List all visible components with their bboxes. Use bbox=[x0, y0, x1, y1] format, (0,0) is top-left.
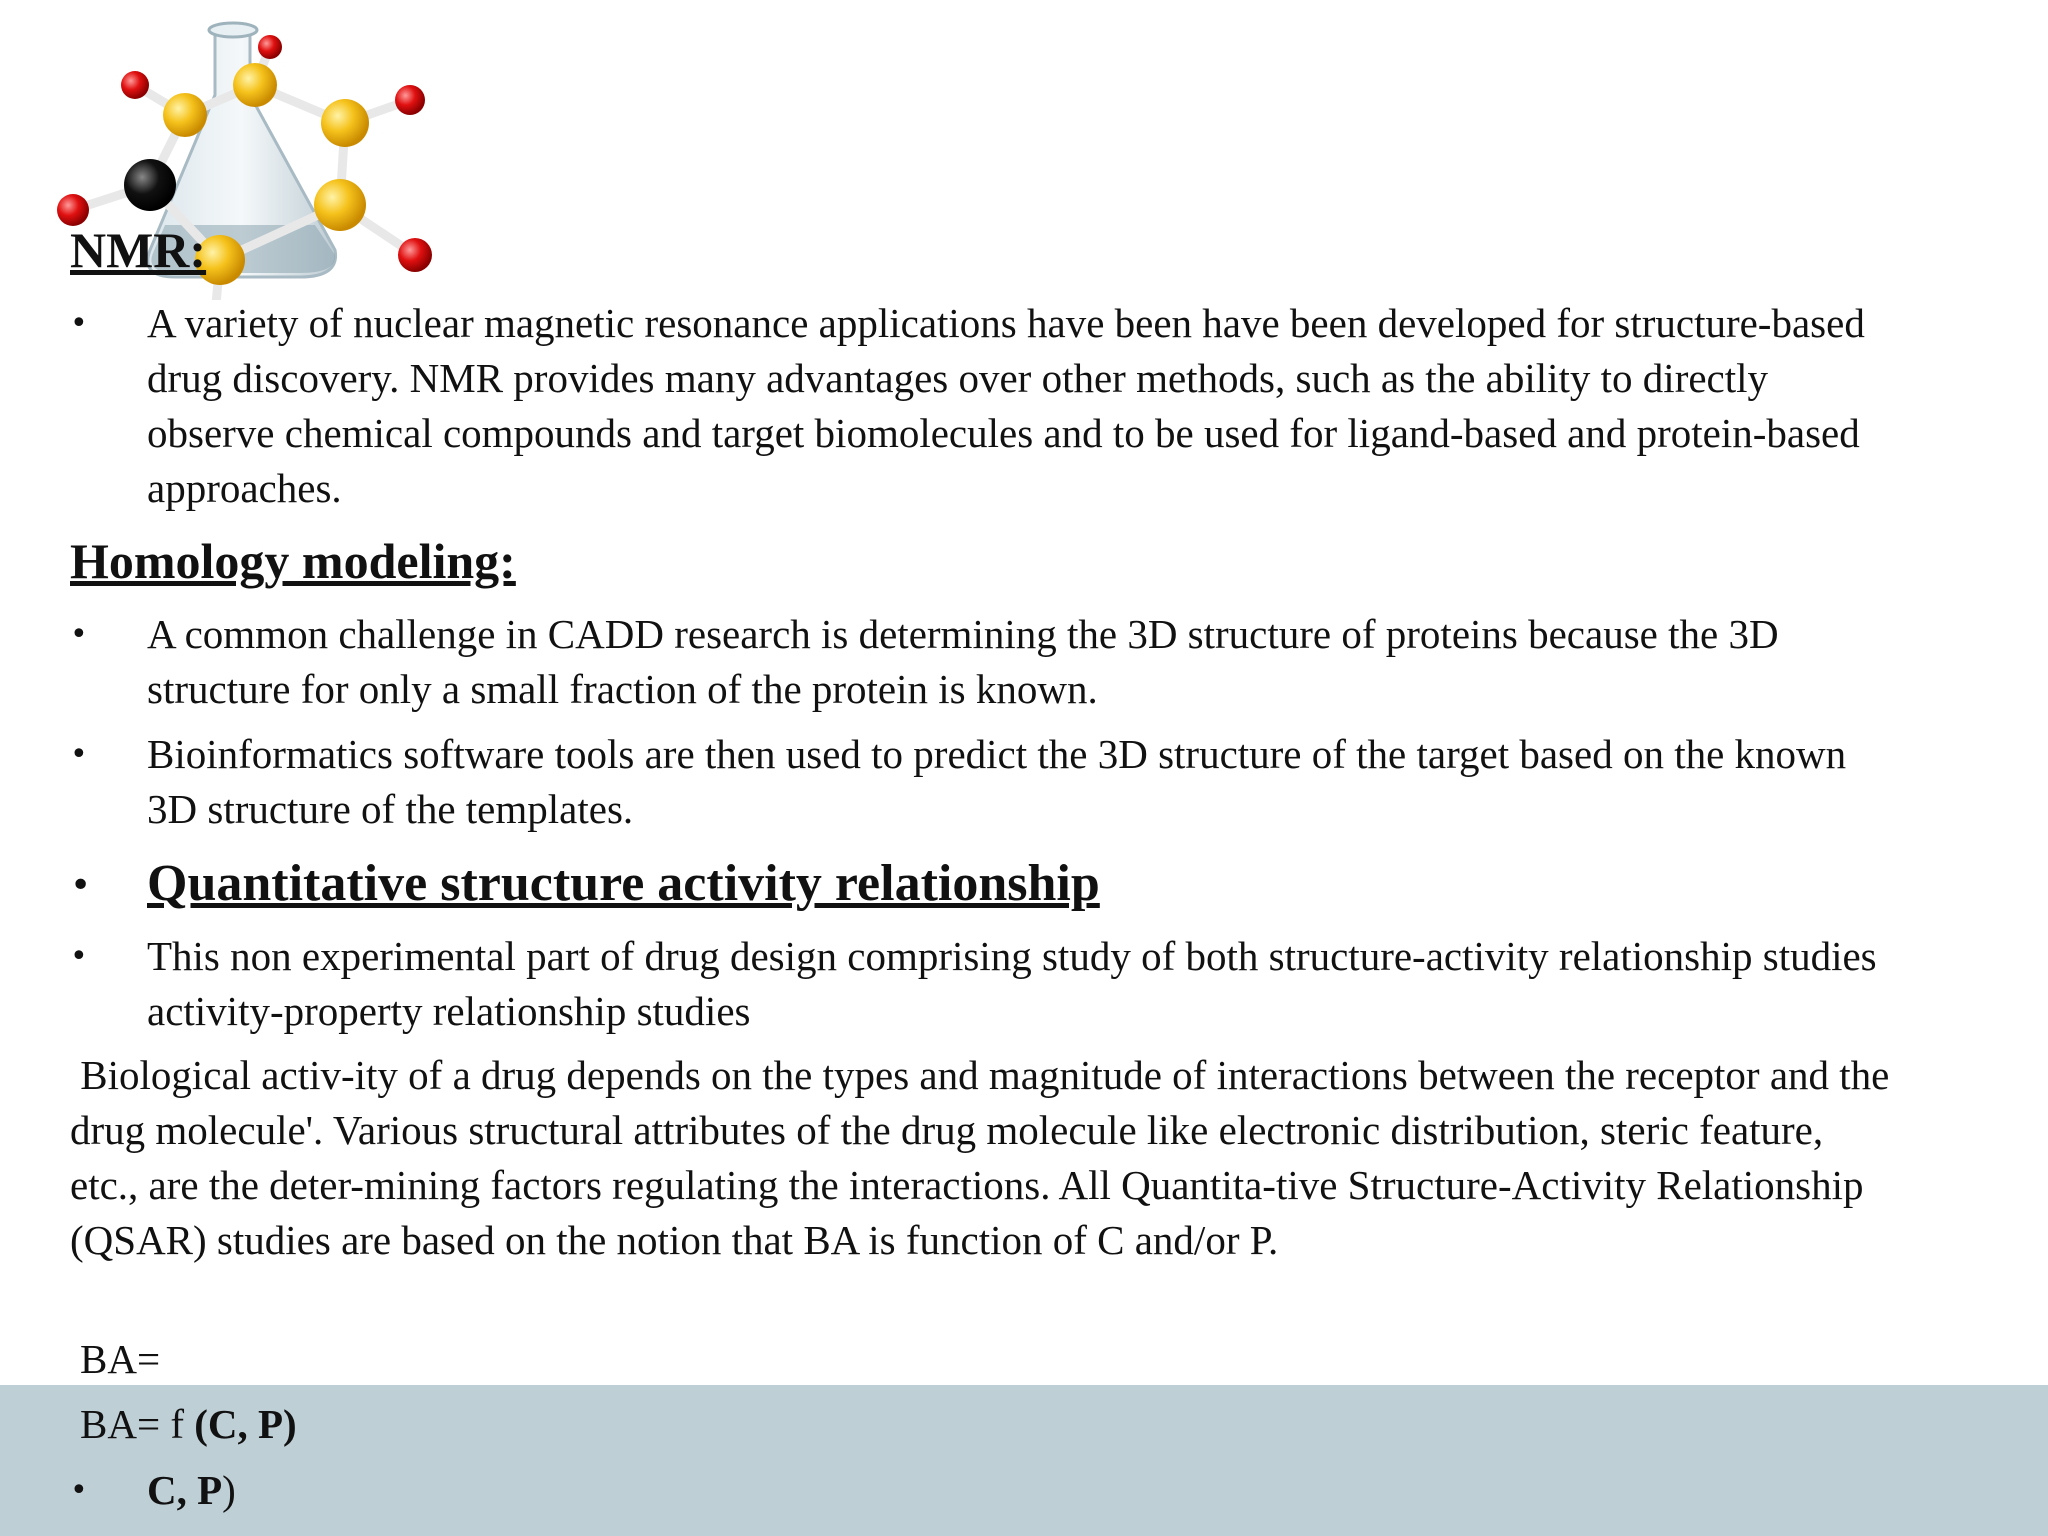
qsar-heading-bullet bbox=[70, 853, 1900, 915]
bullet-marker: • bbox=[70, 737, 88, 772]
formula-line-2 bbox=[80, 1397, 297, 1452]
homology-bullet-2-text: Bioinformatics software tools are then used to predict the 3D structure of the target based on the known 3D structure of the templates. bbox=[147, 731, 1847, 832]
formula-line-2-prefix: BA= f bbox=[80, 1401, 195, 1447]
formula-bullet bbox=[70, 1463, 1900, 1518]
bullet-marker: • bbox=[70, 617, 88, 652]
homology-bullet-1 bbox=[70, 607, 1900, 717]
formula-bullet-args: C, P bbox=[147, 1467, 223, 1513]
homology-bullet-1-text: A common challenge in CADD research is determining the 3D structure of proteins because the 3D structure for only a small fraction of the protein is known. bbox=[147, 611, 1779, 712]
homology-bullet-2 bbox=[70, 727, 1900, 837]
qsar-bullet-text: This non experimental part of drug design comprising study of both structure-activity relationship studies activity-property relationship studies bbox=[147, 933, 1877, 1034]
nmr-bullet-text: A variety of nuclear magnetic resonance applications have been have been developed for structure-based drug discovery. NMR provides many advantages over other methods, such as the ability to directly observe chemical compounds and target biomolecules and to be used for ligand-based and protein-based approaches. bbox=[147, 300, 1865, 511]
formula-bullet-suffix: ) bbox=[222, 1467, 236, 1513]
bullet-marker: • bbox=[70, 865, 92, 906]
bullet-marker: • bbox=[70, 1473, 88, 1508]
formula-line-1: BA= bbox=[80, 1336, 161, 1382]
homology-heading: Homology modeling: bbox=[70, 533, 516, 589]
formula-line-2-args: (C, P) bbox=[194, 1401, 297, 1447]
qsar-bullet bbox=[70, 929, 1900, 1039]
qsar-heading: Quantitative structure activity relationship bbox=[147, 855, 1100, 912]
nmr-bullet bbox=[70, 296, 1900, 516]
qsar-paragraph: Biological activ-ity of a drug depends on the types and magnitude of interactions between the receptor and the drug molecule'. Various structural attributes of the drug molecule like electronic distribution, steric feature, etc., are the deter-mining factors regulating the interactions. All Quantita-tive Structure-Activity Relationship (QSAR) studies are based on the notion that BA is function of C and/or P. bbox=[70, 1052, 1900, 1263]
bullet-marker: • bbox=[70, 306, 88, 341]
nmr-heading: NMR: bbox=[70, 222, 207, 278]
formula-bullet-text bbox=[147, 1463, 1900, 1518]
bullet-marker: • bbox=[70, 939, 88, 974]
